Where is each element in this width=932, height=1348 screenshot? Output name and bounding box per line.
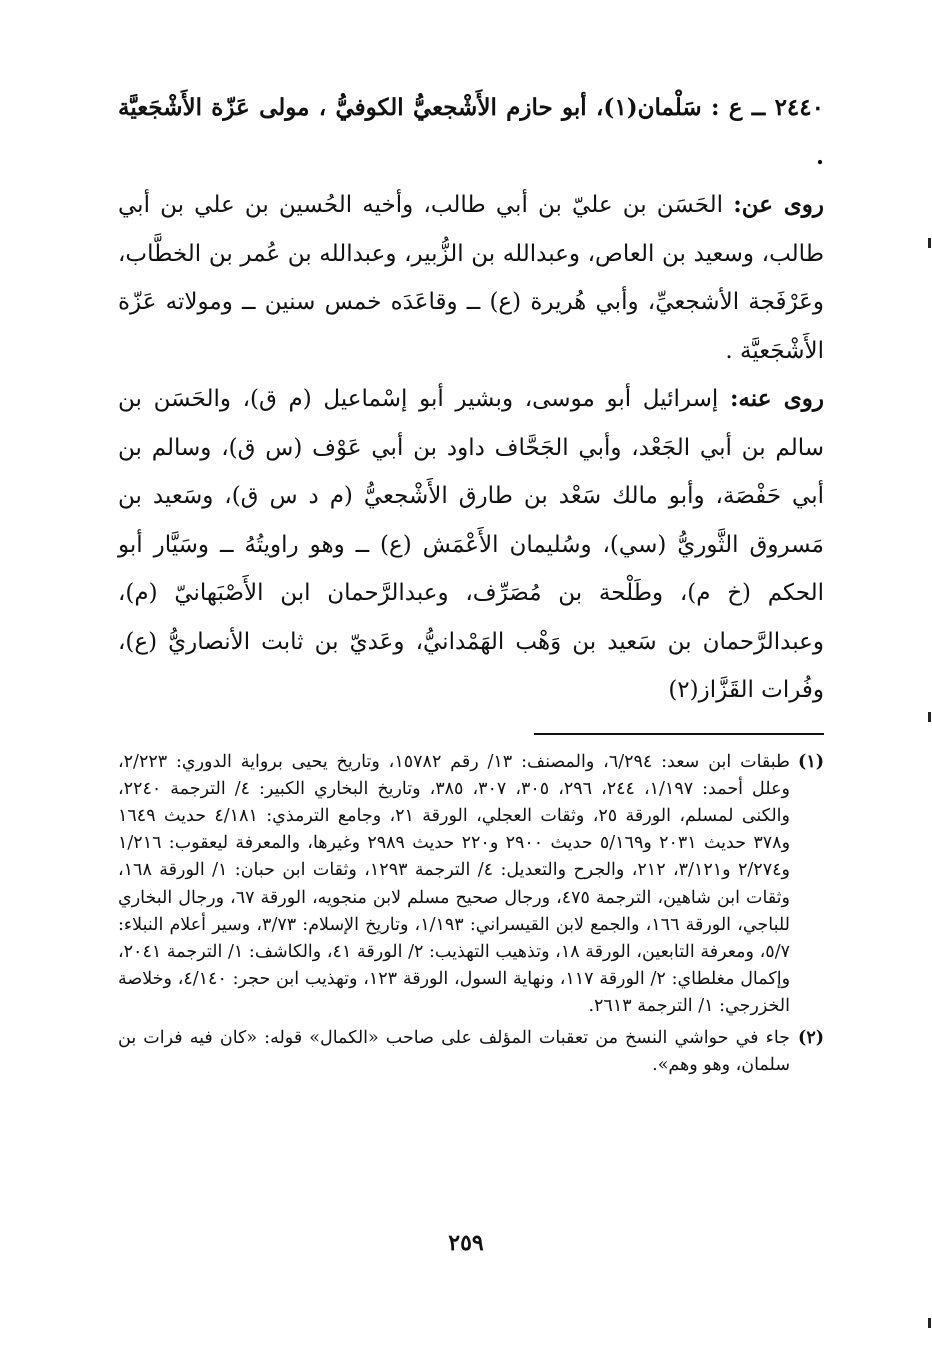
narrators-from-him-label: روى عنه: [729, 385, 824, 412]
footnote-number: (٢) [798, 1027, 824, 1048]
narrators-from-him-text: إسرائيل أبو موسى، وبشير أبو إسْماعيل (م ق)، والحَسَن بن سالم بن أبي الجَعْد، وأبي الجَحَّاف داود بن أبي عَوْف (س ق)، وسالم بن أبي حَفْصَة، وأبو مالك سَعْد بن طارق الأَشْجعيُّ (م د س ق)، وسَعيد بن مَسروق الثَّوريُّ (سي)، وسُليمان الأَعْمَش (ع) ــ وهو راويتُهُ ــ وسَيَّار أبو الحكم (خ م)، وطَلْحة بن مُصَرِّف، وعبدالرَّحمان ابن الأَصْبَهانيّ (م)، وعبدالرَّحمان بن سَعيد بن وَهْب الهَمْدانيُّ، وعَديّ بن ثابت الأنصاريُّ (ع)، وفُرات القَزَّاز(٢) [118, 386, 824, 703]
page-number: ٢٥٩ [448, 1230, 484, 1256]
narrated-from-text: الحَسَن بن عليّ بن أبي طالب، وأخيه الحُسين بن علي بن أبي طالب، وسعيد بن العاص، وعبدالله بن الزُّبير، وعبدالله بن عُمر بن الخطَّاب، وعَرْفَجة الأشجعيِّ، وأبي هُريرة (ع) ــ وقاعَدَه خمس سنين ــ ومولاته عَزّة الأَشْجَعيَّة . [118, 192, 824, 364]
margin-mark [928, 712, 931, 722]
footnote-1 [118, 749, 824, 1021]
footnote-separator [534, 733, 824, 735]
biography-entry [118, 84, 824, 715]
entry-heading: ٢٤٤٠ ــ ع : سَلْمان(١)، أبو حازم الأَشْجعيُّ الكوفيُّ ، مولى عَزّة الأَشْجَعيَّة . [118, 94, 824, 170]
margin-mark [928, 238, 931, 248]
narrators-from-him-paragraph [118, 375, 824, 715]
footnote-2 [118, 1025, 824, 1079]
footnotes [118, 749, 824, 1079]
margin-mark [928, 1318, 931, 1328]
footnote-number: (١) [798, 751, 824, 772]
footnote-text: طبقات ابن سعد: ٦/٢٩٤، والمصنف: ١٣/ رقم ١٥٧٨٢، وتاريخ يحيى برواية الدوري: ٢/٢٢٣، وعلل أحمد: ١/١٩٧، ٢٤٤، ٢٩٦، ٣٠٥، ٣٠٧، ٣٨٥، وتاريخ البخاري الكبير: ٤/ الترجمة ٢٢٤٠، والكنى لمسلم، الورقة ٢٥، وثقات العجلي، الورقة ٢١، وجامع الترمذي: ٤/١٨١ حديث ١٦٤٩ و٣٧٨ حديث ٢٠٣١ و٥/١٦٩ حديث ٢٩٠٠ و٢٢٠ حديث ٢٩٨٩ وغيرها، والمعرفة ليعقوب: ١/٢١٦ و٢/٢٧٤ و٣/١٢١، ٢١٢، والجرح والتعديل: ٤/ الترجمة ١٢٩٣، وثقات ابن حبان: ١/ الورقة ١٦٨، وثقات ابن شاهين، الترجمة ٤٧٥، ورجال صحيح مسلم لابن منجويه، الورقة ٦٧، ورجال البخاري للباجي، الورقة ١٦٦، والجمع لابن القيسراني: ١/١٩٣، وتاريخ الإسلام: ٣/٧٣، وسير أعلام النبلاء: ٥/٧، ومعرفة التابعين، الورقة ١٨، وتذهيب التهذيب: ٢/ الورقة ٤١، والكاشف: ١/ الترجمة ٢٠٤١، وإكمال مغلطاي: ٢/ الورقة ١١٧، ونهاية السول، الورقة ١٢٣، وتهذيب ابن حجر: ٤/١٤٠، وخلاصة الخزرجي: ١/ الترجمة ٢٦١٣. [118, 751, 791, 1017]
footnote-text: جاء في حواشي النسخ من تعقبات المؤلف على صاحب «الكمال» قوله: «كان فيه فرات بن سلمان، وهو وهم». [118, 1027, 790, 1075]
narrated-from-paragraph [118, 181, 824, 375]
narrated-from-label: روى عن: [733, 191, 824, 218]
page-body [118, 84, 824, 1284]
